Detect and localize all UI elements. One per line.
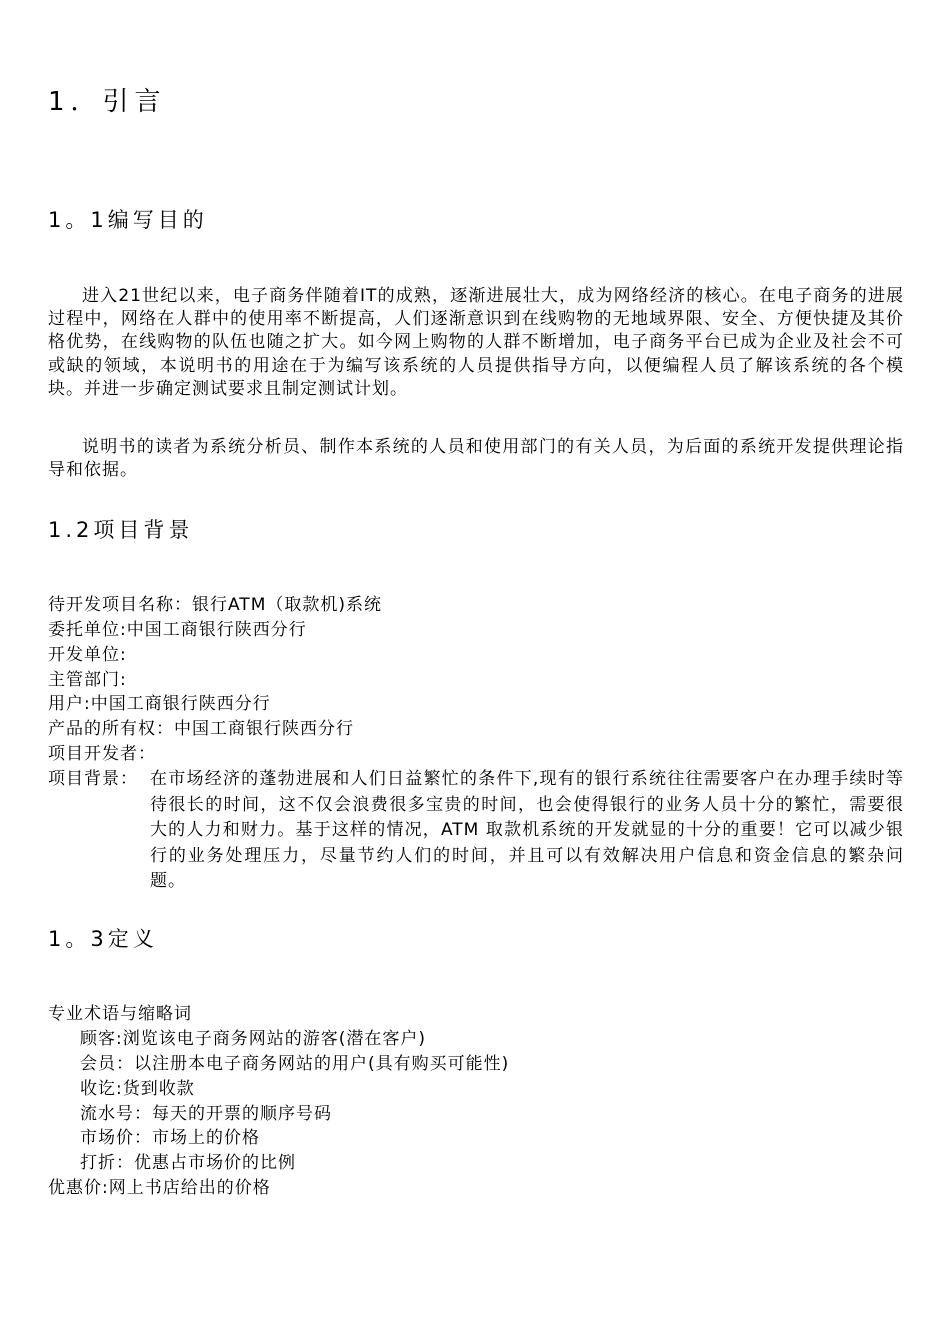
term-discount: 打折：优惠占市场价的比例 <box>80 1153 296 1173</box>
section-1-3-heading: 1。3定义 <box>48 927 158 951</box>
term-receipt: 收讫:货到收款 <box>80 1079 195 1099</box>
project-background-text: 在市场经济的蓬勃进展和人们日益繁忙的条件下,现有的银行系统往往需要客户在办理手续时等待很长的时间，这不仅会浪费很多宝贵的时间，也会使得银行的业务人员十分的繁忙，需要很大的人力和财力。基于这样的情况，ATM 取款机系统的开发就显的十分的重要！它可以减少银行的业务处理压力，尽量节约人们的时间，并且可以有效解决用户信息和资金信息的繁杂问题。 <box>150 769 904 892</box>
purpose-paragraph-2: 说明书的读者为系统分析员、制作本系统的人员和使用部门的有关人员，为后面的系统开发提供理论指导和依据。 <box>48 437 904 481</box>
terms-intro: 专业术语与缩略词 <box>48 1004 192 1024</box>
term-serial-number: 流水号：每天的开票的顺序号码 <box>80 1104 332 1124</box>
term-member: 会员：以注册本电子商务网站的用户(具有购买可能性) <box>80 1054 510 1074</box>
purpose-paragraph-1: 进入21世纪以来，电子商务伴随着IT的成熟，逐渐进展壮大，成为网络经济的核心。在电子商务的进展过程中，网络在人群中的使用率不断提高，人们逐渐意识到在线购物的无地域界限、安全、方便快捷及其价格优势，在线购物的队伍也随之扩大。如今网上购物的人群不断增加，电子商务平台已成为企业及社会不可或缺的领域，本说明书的用途在于为编写该系统的人员提供指导方向，以便编程人员了解该系统的各个模块。并进一步确定测试要求且制定测试计划。 <box>48 286 904 399</box>
developer-unit-field: 开发单位: <box>48 645 127 665</box>
ownership-field: 产品的所有权：中国工商银行陕西分行 <box>48 719 354 739</box>
term-customer: 顾客:浏览该电子商务网站的游客(潜在客户) <box>80 1029 426 1049</box>
project-developer-field: 项目开发者： <box>48 744 156 764</box>
section-1-heading: 1．引言 <box>48 87 167 117</box>
client-unit-field: 委托单位:中国工商银行陕西分行 <box>48 620 307 640</box>
section-1-2-heading: 1.2项目背景 <box>48 518 194 542</box>
project-background-label: 项目背景： <box>48 769 138 789</box>
term-market-price: 市场价：市场上的价格 <box>80 1128 260 1148</box>
term-preferential-price: 优惠价:网上书店给出的价格 <box>48 1178 271 1198</box>
section-1-1-heading: 1。1编写目的 <box>48 208 208 232</box>
user-field: 用户:中国工商银行陕西分行 <box>48 694 271 714</box>
supervising-dept-field: 主管部门: <box>48 670 127 690</box>
project-name-field: 待开发项目名称：银行ATM（取款机)系统 <box>48 595 382 615</box>
